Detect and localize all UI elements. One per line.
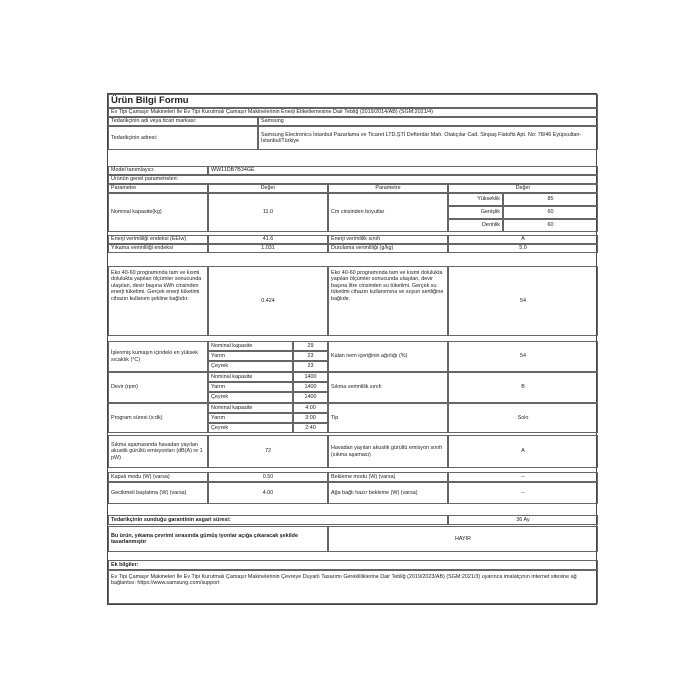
spin-half-value: 1400	[293, 382, 328, 392]
delay-start-value: 4.00	[208, 482, 328, 504]
temperature-half-label: Yarım	[208, 351, 293, 361]
noise-value: 72	[208, 435, 328, 468]
temperature-quarter-value: 23	[293, 361, 328, 372]
rinsing-label: Durulama verimliliği (g/kg)	[328, 244, 448, 253]
rated-capacity-value: 11.0	[208, 193, 328, 232]
rated-capacity-label: Nominal kapasite(kg)	[108, 193, 208, 232]
header-value-left: Değer	[208, 184, 328, 193]
washing-index-value: 1.031	[208, 244, 328, 253]
dimensions-label: Cm cinsinden boyutlar	[328, 193, 448, 232]
additional-info-label: Ek bilgiler:	[108, 560, 598, 570]
spin-class-label: Sıkma verimlilik sınıfı	[328, 372, 448, 403]
spin-class-value: B	[448, 372, 598, 403]
networked-standby-value: --	[448, 482, 598, 504]
rinsing-value: 5.0	[448, 244, 598, 253]
off-mode-label: Kapalı modu (W) (varsa)	[108, 472, 208, 482]
moisture-value: 54	[448, 341, 598, 372]
temperature-half-value: 23	[293, 351, 328, 361]
product-information-sheet	[107, 93, 597, 605]
energy-class-value: A	[448, 235, 598, 244]
spin-half-label: Yarım	[208, 382, 293, 392]
energy-class-label: Enerji verimlilik sınıfı	[328, 235, 448, 244]
duration-rated-label: Nominal kapasite	[208, 403, 293, 413]
supplier-label: Tedarikçinin adı veya ticari markası:	[108, 117, 258, 126]
spin-speed-label: Devir (rpm)	[108, 372, 208, 403]
off-mode-value: 0.50	[208, 472, 328, 482]
model-label: Model tanımlayıcı:	[108, 166, 208, 175]
form-title: Ürün Bilgi Formu	[108, 94, 598, 108]
width-value: 60	[503, 206, 598, 219]
additional-info-text: Ev Tipi Çamaşır Makineleri İle Ev Tipi Kurutmalı Çamaşır Makinelerinin Çevreye Duyarlı Tasarımı Gerekliliklerine Dair Tebliğ (2019/2023/AB) (SGM:2021/3) uyarınca imalatçının internet sitesine ağ bağlantısı: https://www.samsung.com/support	[108, 570, 598, 604]
model-value: WW11DB7B34GE	[208, 166, 598, 175]
water-consumption-value: 54	[448, 266, 598, 336]
duration-label: Program süresi (s:dk)	[108, 403, 208, 433]
noise-class-label: Havadan yayılan akustik gürültü emisyon sınıfı (sıkma aşaması)	[328, 435, 448, 468]
networked-standby-label: Ağa bağlı hazır bekleme (W) (varsa)	[328, 482, 448, 504]
spin-quarter-value: 1400	[293, 392, 328, 403]
type-label: Tip	[328, 403, 448, 433]
water-consumption-text: Eko 40-60 programında tam ve kısmi dolulukta yapılan ölçümler sonucunda ulaşılan, devir başına litre cinsinden su tüketimi. Gerçek su tüketimi cihazın kullanımına ve suyun sertliğine bağlıdır.	[328, 266, 448, 336]
general-parameters-label: Ürünün genel parametreleri:	[108, 175, 598, 184]
height-value: 85	[503, 193, 598, 206]
standby-value: --	[448, 472, 598, 482]
spin-rated-value: 1400	[293, 372, 328, 382]
width-label: Genişlik	[448, 206, 503, 219]
duration-half-label: Yarım	[208, 413, 293, 423]
guarantee-value: 36 Ay	[448, 515, 598, 525]
eei-value: 41.6	[208, 235, 328, 244]
type-value: Solo	[448, 403, 598, 433]
duration-half-value: 3:00	[293, 413, 328, 423]
address-label: Tedarikçinin adresi:	[108, 126, 258, 150]
standby-label: Bekleme modu (W) (varsa)	[328, 472, 448, 482]
spin-quarter-label: Çeyrek	[208, 392, 293, 403]
energy-consumption-value: 0.424	[208, 266, 328, 336]
temperature-quarter-label: Çeyrek	[208, 361, 293, 372]
height-label: Yükseklik	[448, 193, 503, 206]
silver-ions-value: HAYIR	[328, 526, 598, 552]
depth-label: Derinlik	[448, 219, 503, 232]
delay-start-label: Gecikmeli başlatma (W) (varsa)	[108, 482, 208, 504]
noise-label: Sıkma aşamasında havadan yayılan akustik gürültü emisyonları (dB(A) re 1 pW)	[108, 435, 208, 468]
temperature-rated-label: Nominal kapasite	[208, 341, 293, 351]
depth-value: 60	[503, 219, 598, 232]
washing-index-label: Yıkama verimliliği endeksi	[108, 244, 208, 253]
header-value-right: Değer	[448, 184, 598, 193]
duration-quarter-label: Çeyrek	[208, 423, 293, 433]
energy-consumption-text: Eko 40-60 programında tam ve kısmi dolulukta yapılan ölçümler sonucunda ulaşılan, devir başına kWh cinsinden enerji tüketimi. Gerçek enerji tüketimi cihazın kullanım şekline bağlıdır.	[108, 266, 208, 336]
header-parameter-right: Parametre	[328, 184, 448, 193]
duration-quarter-value: 2:40	[293, 423, 328, 433]
header-parameter-left: Parametre	[108, 184, 208, 193]
silver-ions-label: Bu ürün, yıkama çevrimi sırasında gümüş iyonlar açığa çıkaracak şekilde tasarlanmıştır	[108, 526, 328, 552]
temperature-rated-value: 29	[293, 341, 328, 351]
temperature-label: İşlenmiş kumaşın içindeki en yüksek sıcaklık (°C)	[108, 341, 208, 372]
eei-label: Enerji verimliliği endeksi (EEIw)	[108, 235, 208, 244]
duration-rated-value: 4:00	[293, 403, 328, 413]
noise-class-value: A	[448, 435, 598, 468]
address-value: Samsung Electronics İstanbul Pazarlama ve Ticaret LTD.ŞTİ Defterdar Mah. Otakçılar Cad. Sinpaş Flatofis Apt. No: 78/46 Eyüpsultan-İstanbul/Türkiye	[258, 126, 598, 150]
moisture-label: Kalan nem içeriğinin ağırlığı (%)	[328, 341, 448, 372]
supplier-value: Samsung	[258, 117, 598, 126]
spin-rated-label: Nominal kapasite	[208, 372, 293, 382]
guarantee-label: Tedarikçinin sunduğu garantinin asgari süresi:	[108, 515, 448, 525]
form-subtitle: Ev Tipi Çamaşır Makineleri İle Ev Tipi Kurutmalı Çamaşır Makinelerinin Enerji Etiketlemesine Dair Tebliğ (2019/2014/AB) (SGM:2021/4)	[108, 108, 598, 117]
